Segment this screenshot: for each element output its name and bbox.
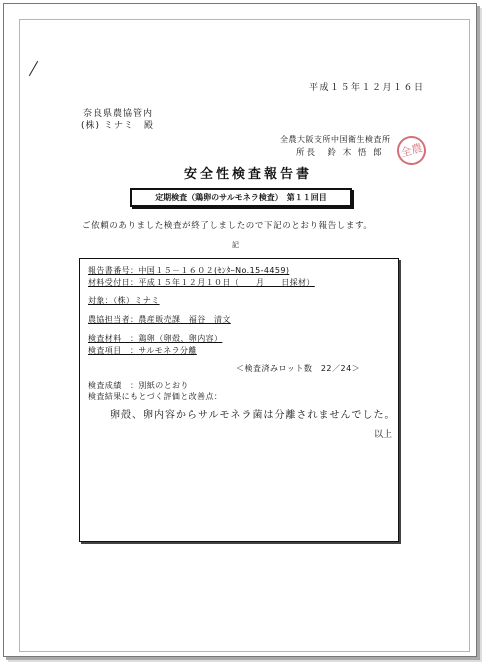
issuer-org: 全農大阪支所中国衛生検査所 [280, 135, 391, 144]
document-title: 安全性検査報告書 [184, 167, 313, 182]
test-material: 検査材料 ：鶏卵（卵殻、卵内容） [88, 334, 223, 343]
received-date: 材料受付日：平成１５年１２月１０日（ 月 日採材） [88, 278, 315, 287]
recipient-name: (株) ミナミ 殿 [81, 121, 154, 131]
seal-stamp: 全農 [394, 133, 430, 169]
subject: 対象：（株）ミナミ [88, 296, 160, 305]
recipient-org: 奈良県農協管内 [83, 109, 154, 119]
ki-marker: 記 [232, 241, 239, 249]
lot-count: ＜検査済みロット数 22／24＞ [236, 364, 361, 373]
report-date: 平成１５年１２月１６日 [309, 83, 425, 93]
report-number: 報告書番号：中国１５－１６０２(ｾﾝﾀｰNo.15-4459) [88, 266, 290, 275]
issuer-head: 所長 鈴 木 悟 郎 [296, 148, 384, 158]
test-result: 検査成績 ：別紙のとおり [88, 381, 189, 390]
test-items: 検査項目 ：サルモネラ分離 [88, 346, 197, 355]
intro-text: ご依頼のありました検査が終了しましたので下記のとおり報告します。 [82, 221, 373, 231]
inspection-subtitle: 定期検査（鶏卵のサルモネラ検査） 第１１回目 [130, 188, 352, 207]
coop-staff: 農協担当者：農産販売課 福谷 清文 [88, 315, 231, 324]
conclusion-text: 卵殻、卵内容からサルモネラ菌は分離されませんでした。 [110, 410, 396, 421]
evaluation-label: 検査結果にもとづく評価と改善点： [88, 392, 223, 401]
closing-ijou: 以上 [374, 430, 393, 440]
